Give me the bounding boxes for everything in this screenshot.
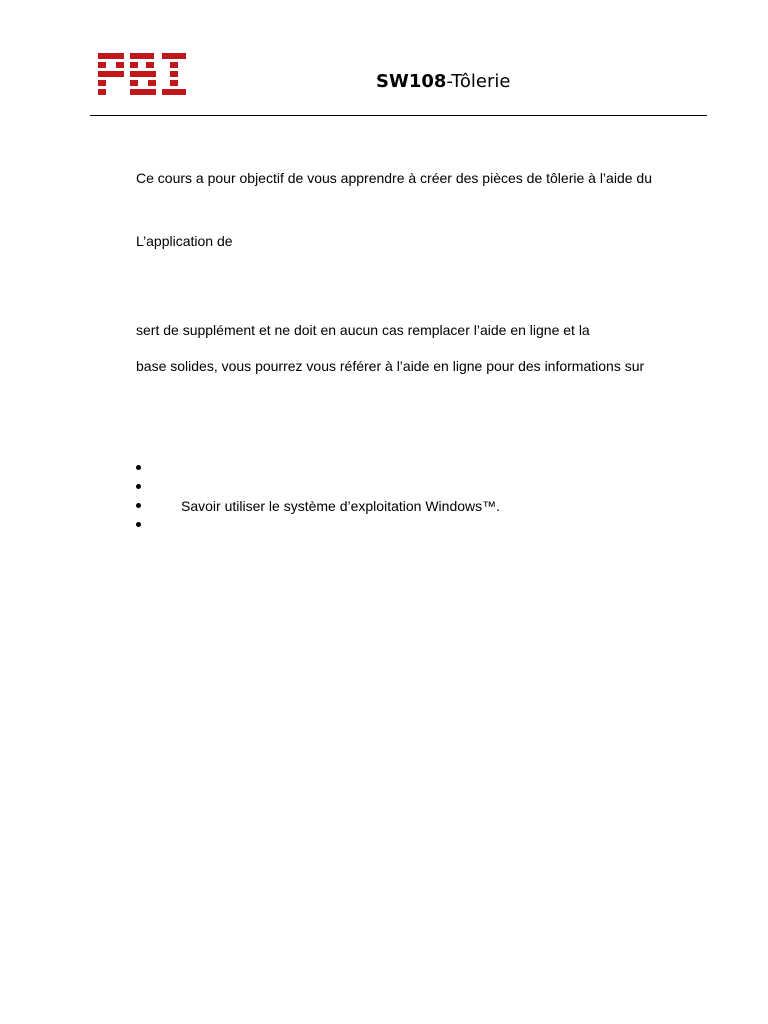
bullet-icon <box>136 484 141 489</box>
course-name: -Tôlerie <box>446 71 511 92</box>
bullet-icon <box>136 465 141 470</box>
paragraph-2: L’application de <box>136 233 233 249</box>
document-title <box>376 71 510 92</box>
page-header <box>90 40 707 116</box>
paragraph-1: Ce cours a pour objectif de vous apprendre à créer des pièces de tôlerie à l’aide du <box>136 170 652 186</box>
paragraph-3: sert de supplément et ne doit en aucun cas remplacer l’aide en ligne et la <box>136 322 590 338</box>
bullet-icon <box>136 522 141 527</box>
bullet-icon <box>136 503 141 508</box>
paragraph-4: base solides, vous pourrez vous référer à l’aide en ligne pour des informations sur <box>136 358 645 374</box>
course-code: SW108 <box>376 71 447 92</box>
pbi-logo <box>98 53 188 101</box>
